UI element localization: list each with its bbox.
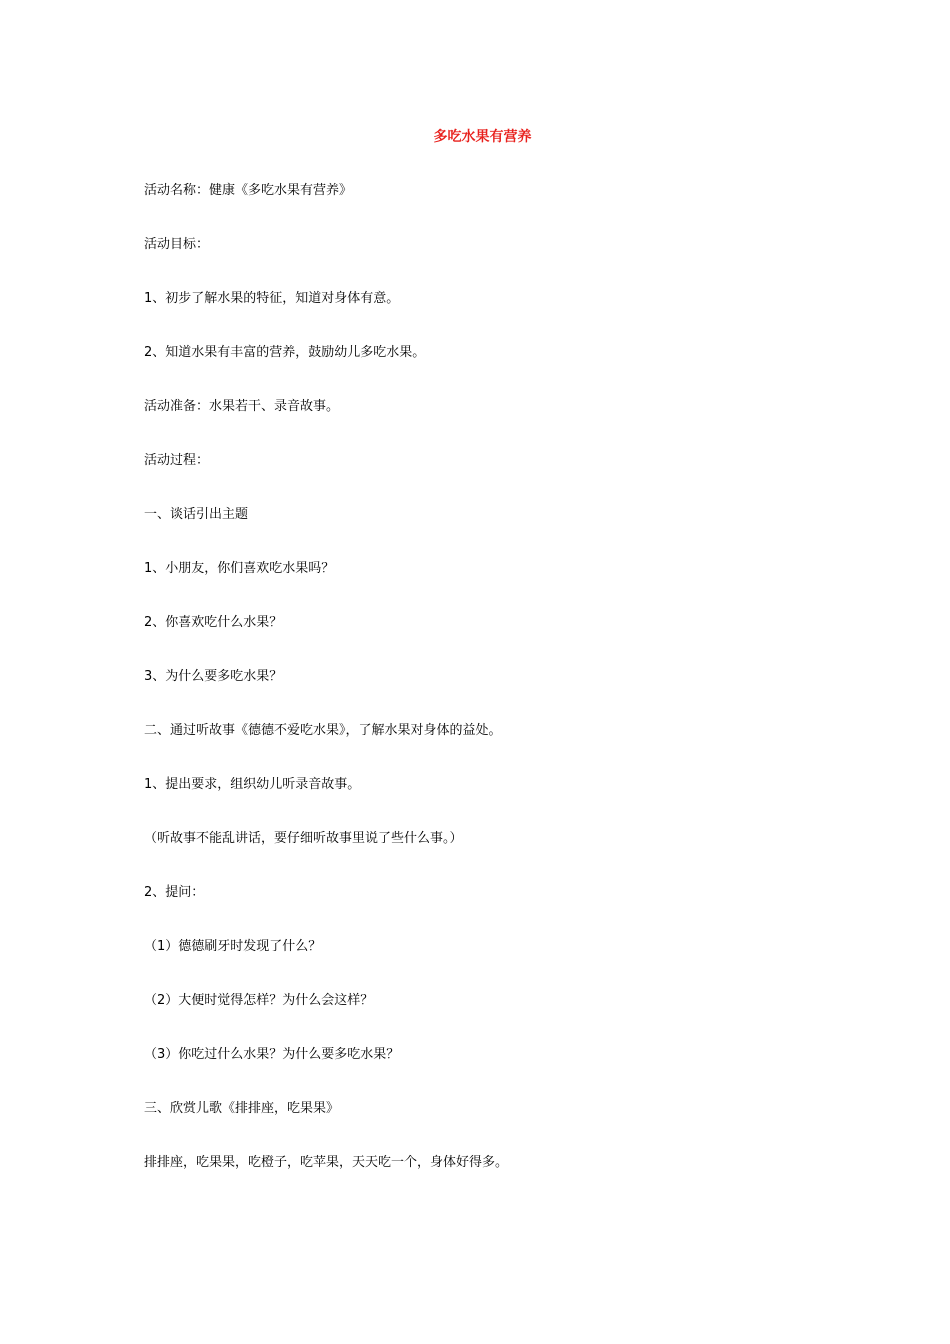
paragraph: （听故事不能乱讲话，要仔细听故事里说了些什么事。）	[144, 831, 463, 846]
paragraph: （3）你吃过什么水果？为什么要多吃水果？	[144, 1047, 400, 1062]
paragraph-list	[144, 181, 844, 1207]
paragraph: 活动目标：	[144, 237, 210, 252]
paragraph: 排排座，吃果果，吃橙子，吃苹果，天天吃一个，身体好得多。	[144, 1155, 509, 1170]
paragraph: 活动过程：	[144, 453, 210, 468]
paragraph: 活动名称：健康《多吃水果有营养》	[144, 183, 353, 198]
document-title: 多吃水果有营养	[433, 129, 532, 145]
paragraph: 1、初步了解水果的特征，知道对身体有意。	[144, 291, 400, 306]
paragraph: 活动准备：水果若干、录音故事。	[144, 399, 340, 414]
paragraph: 二、通过听故事《德德不爱吃水果》，了解水果对身体的益处。	[144, 723, 502, 738]
paragraph: 3、为什么要多吃水果？	[144, 669, 283, 684]
paragraph: 2、你喜欢吃什么水果？	[144, 615, 283, 630]
paragraph: （2）大便时觉得怎样？为什么会这样？	[144, 993, 374, 1008]
paragraph: （1）德德刷牙时发现了什么？	[144, 939, 322, 954]
paragraph: 一、谈话引出主题	[144, 507, 249, 522]
paragraph: 三、欣赏儿歌《排排座，吃果果》	[144, 1101, 340, 1116]
paragraph: 1、提出要求，组织幼儿听录音故事。	[144, 777, 361, 792]
paragraph: 2、提问：	[144, 885, 205, 900]
paragraph: 2、知道水果有丰富的营养，鼓励幼儿多吃水果。	[144, 345, 426, 360]
paragraph: 1、小朋友，你们喜欢吃水果吗？	[144, 561, 335, 576]
